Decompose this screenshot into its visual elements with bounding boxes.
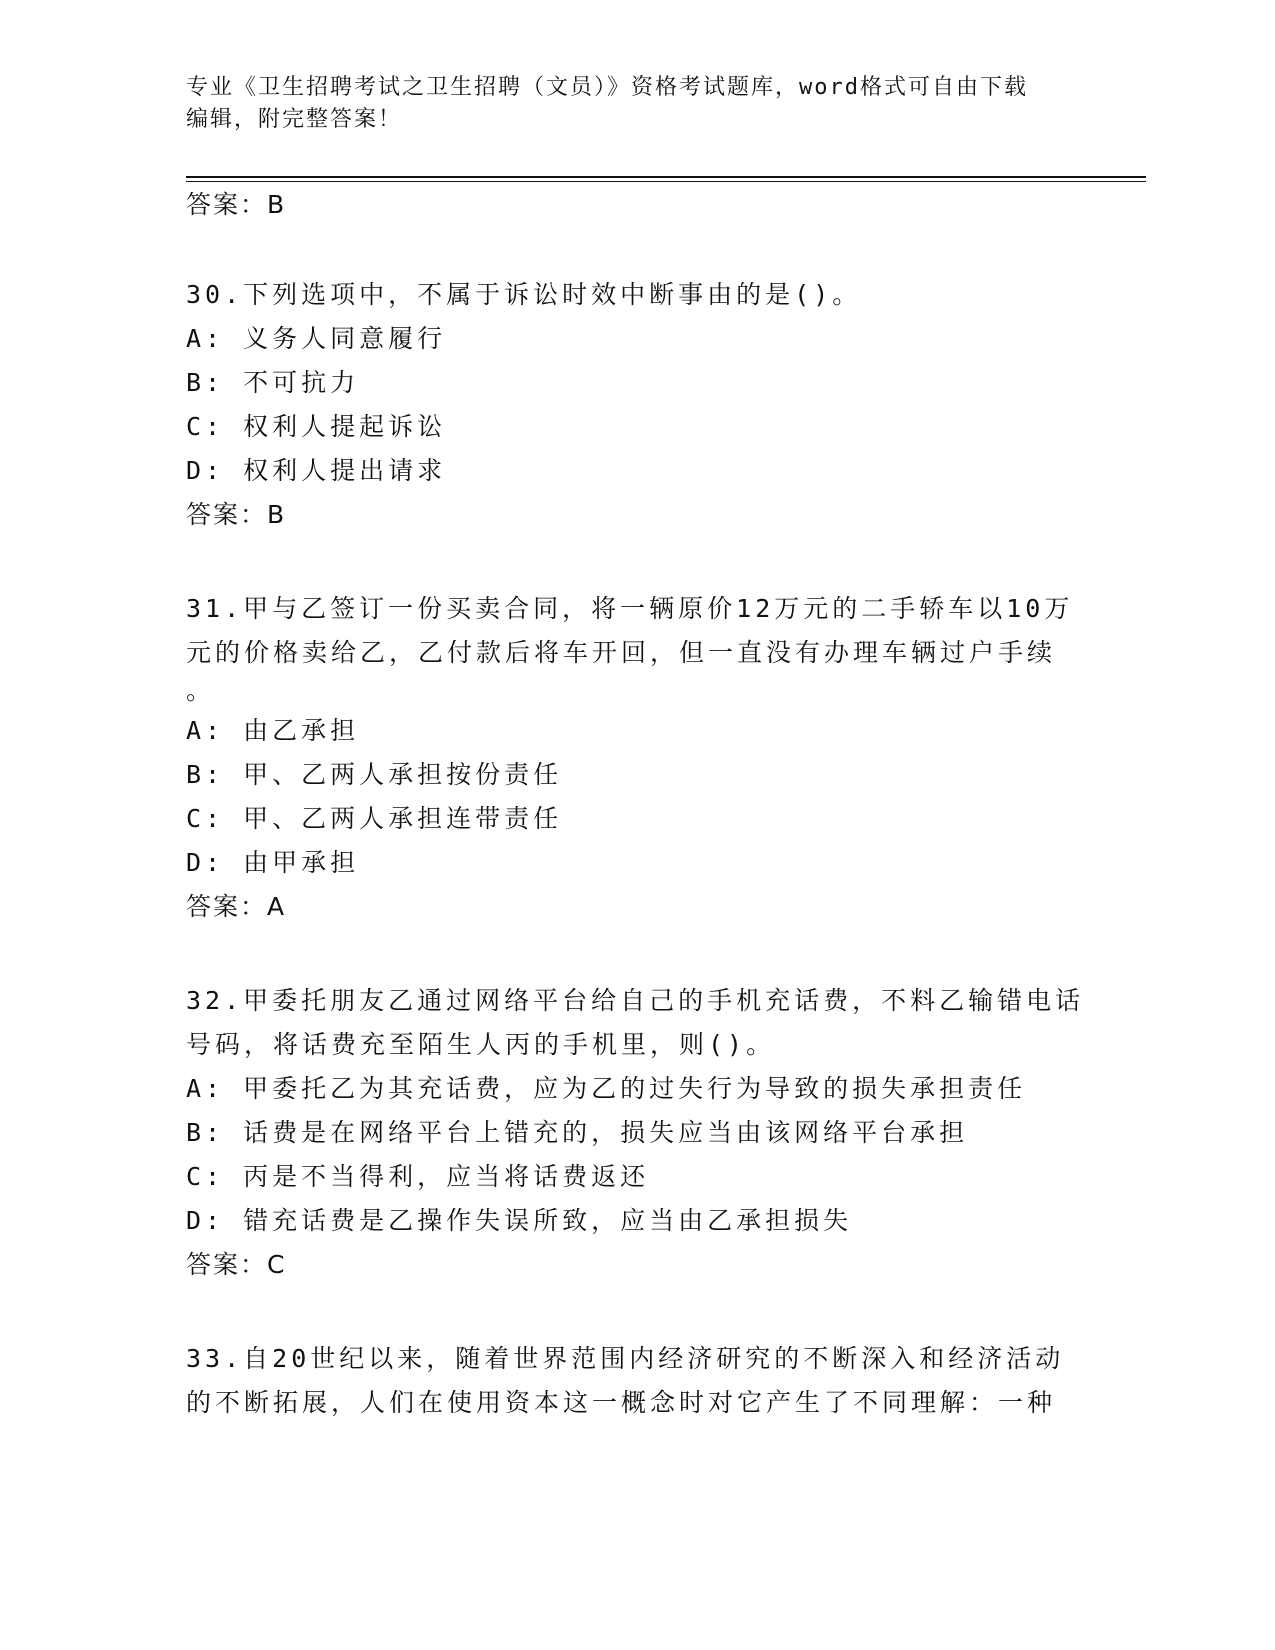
answer-line: 答案：B: [186, 500, 287, 529]
option-b: B: 话费是在网络平台上错充的，损失应当由该网络平台承担: [186, 1118, 969, 1147]
question-stem: 的不断拓展，人们在使用资本这一概念时对它产生了不同理解：一种: [186, 1388, 1057, 1417]
header-line-1: 专业《卫生招聘考试之卫生招聘（文员）》资格考试题库，word格式可自由下载: [186, 75, 1028, 100]
question-stem: 31.甲与乙签订一份买卖合同，将一辆原价12万元的二手轿车以10万: [186, 594, 1074, 623]
option-b: B: 不可抗力: [186, 368, 360, 397]
option-d: D: 由甲承担: [186, 848, 360, 877]
answer-line: 答案：B: [186, 190, 287, 219]
document-header: [186, 72, 1066, 136]
question-stem: 33.自20世纪以来，随着世界范围内经济研究的不断深入和经济活动: [186, 1344, 1065, 1373]
answer-line: 答案：A: [186, 892, 287, 921]
option-c: C: 甲、乙两人承担连带责任: [186, 804, 563, 833]
option-c: C: 丙是不当得利，应当将话费返还: [186, 1162, 650, 1191]
question-stem: 30.下列选项中，不属于诉讼时效中断事由的是()。: [186, 280, 862, 309]
option-d: D: 权利人提出请求: [186, 456, 447, 485]
option-a: A: 甲委托乙为其充话费，应为乙的过失行为导致的损失承担责任: [186, 1074, 1027, 1103]
option-a: A: 义务人同意履行: [186, 324, 447, 353]
answer-line: 答案：C: [186, 1250, 287, 1279]
option-c: C: 权利人提起诉讼: [186, 412, 447, 441]
question-stem: 。: [186, 676, 216, 705]
question-stem: 号码，将话费充至陌生人丙的手机里，则()。: [186, 1030, 776, 1059]
header-rule-thick: [186, 176, 1146, 178]
option-b: B: 甲、乙两人承担按份责任: [186, 760, 563, 789]
question-stem: 32.甲委托朋友乙通过网络平台给自己的手机充话费，不料乙输错电话: [186, 986, 1085, 1015]
question-stem: 元的价格卖给乙，乙付款后将车开回，但一直没有办理车辆过户手续: [186, 638, 1057, 667]
option-a: A: 由乙承担: [186, 716, 360, 745]
option-d: D: 错充话费是乙操作失误所致，应当由乙承担损失: [186, 1206, 853, 1235]
header-line-2: 编辑，附完整答案！: [186, 107, 403, 132]
header-rule-thin: [186, 181, 1146, 182]
